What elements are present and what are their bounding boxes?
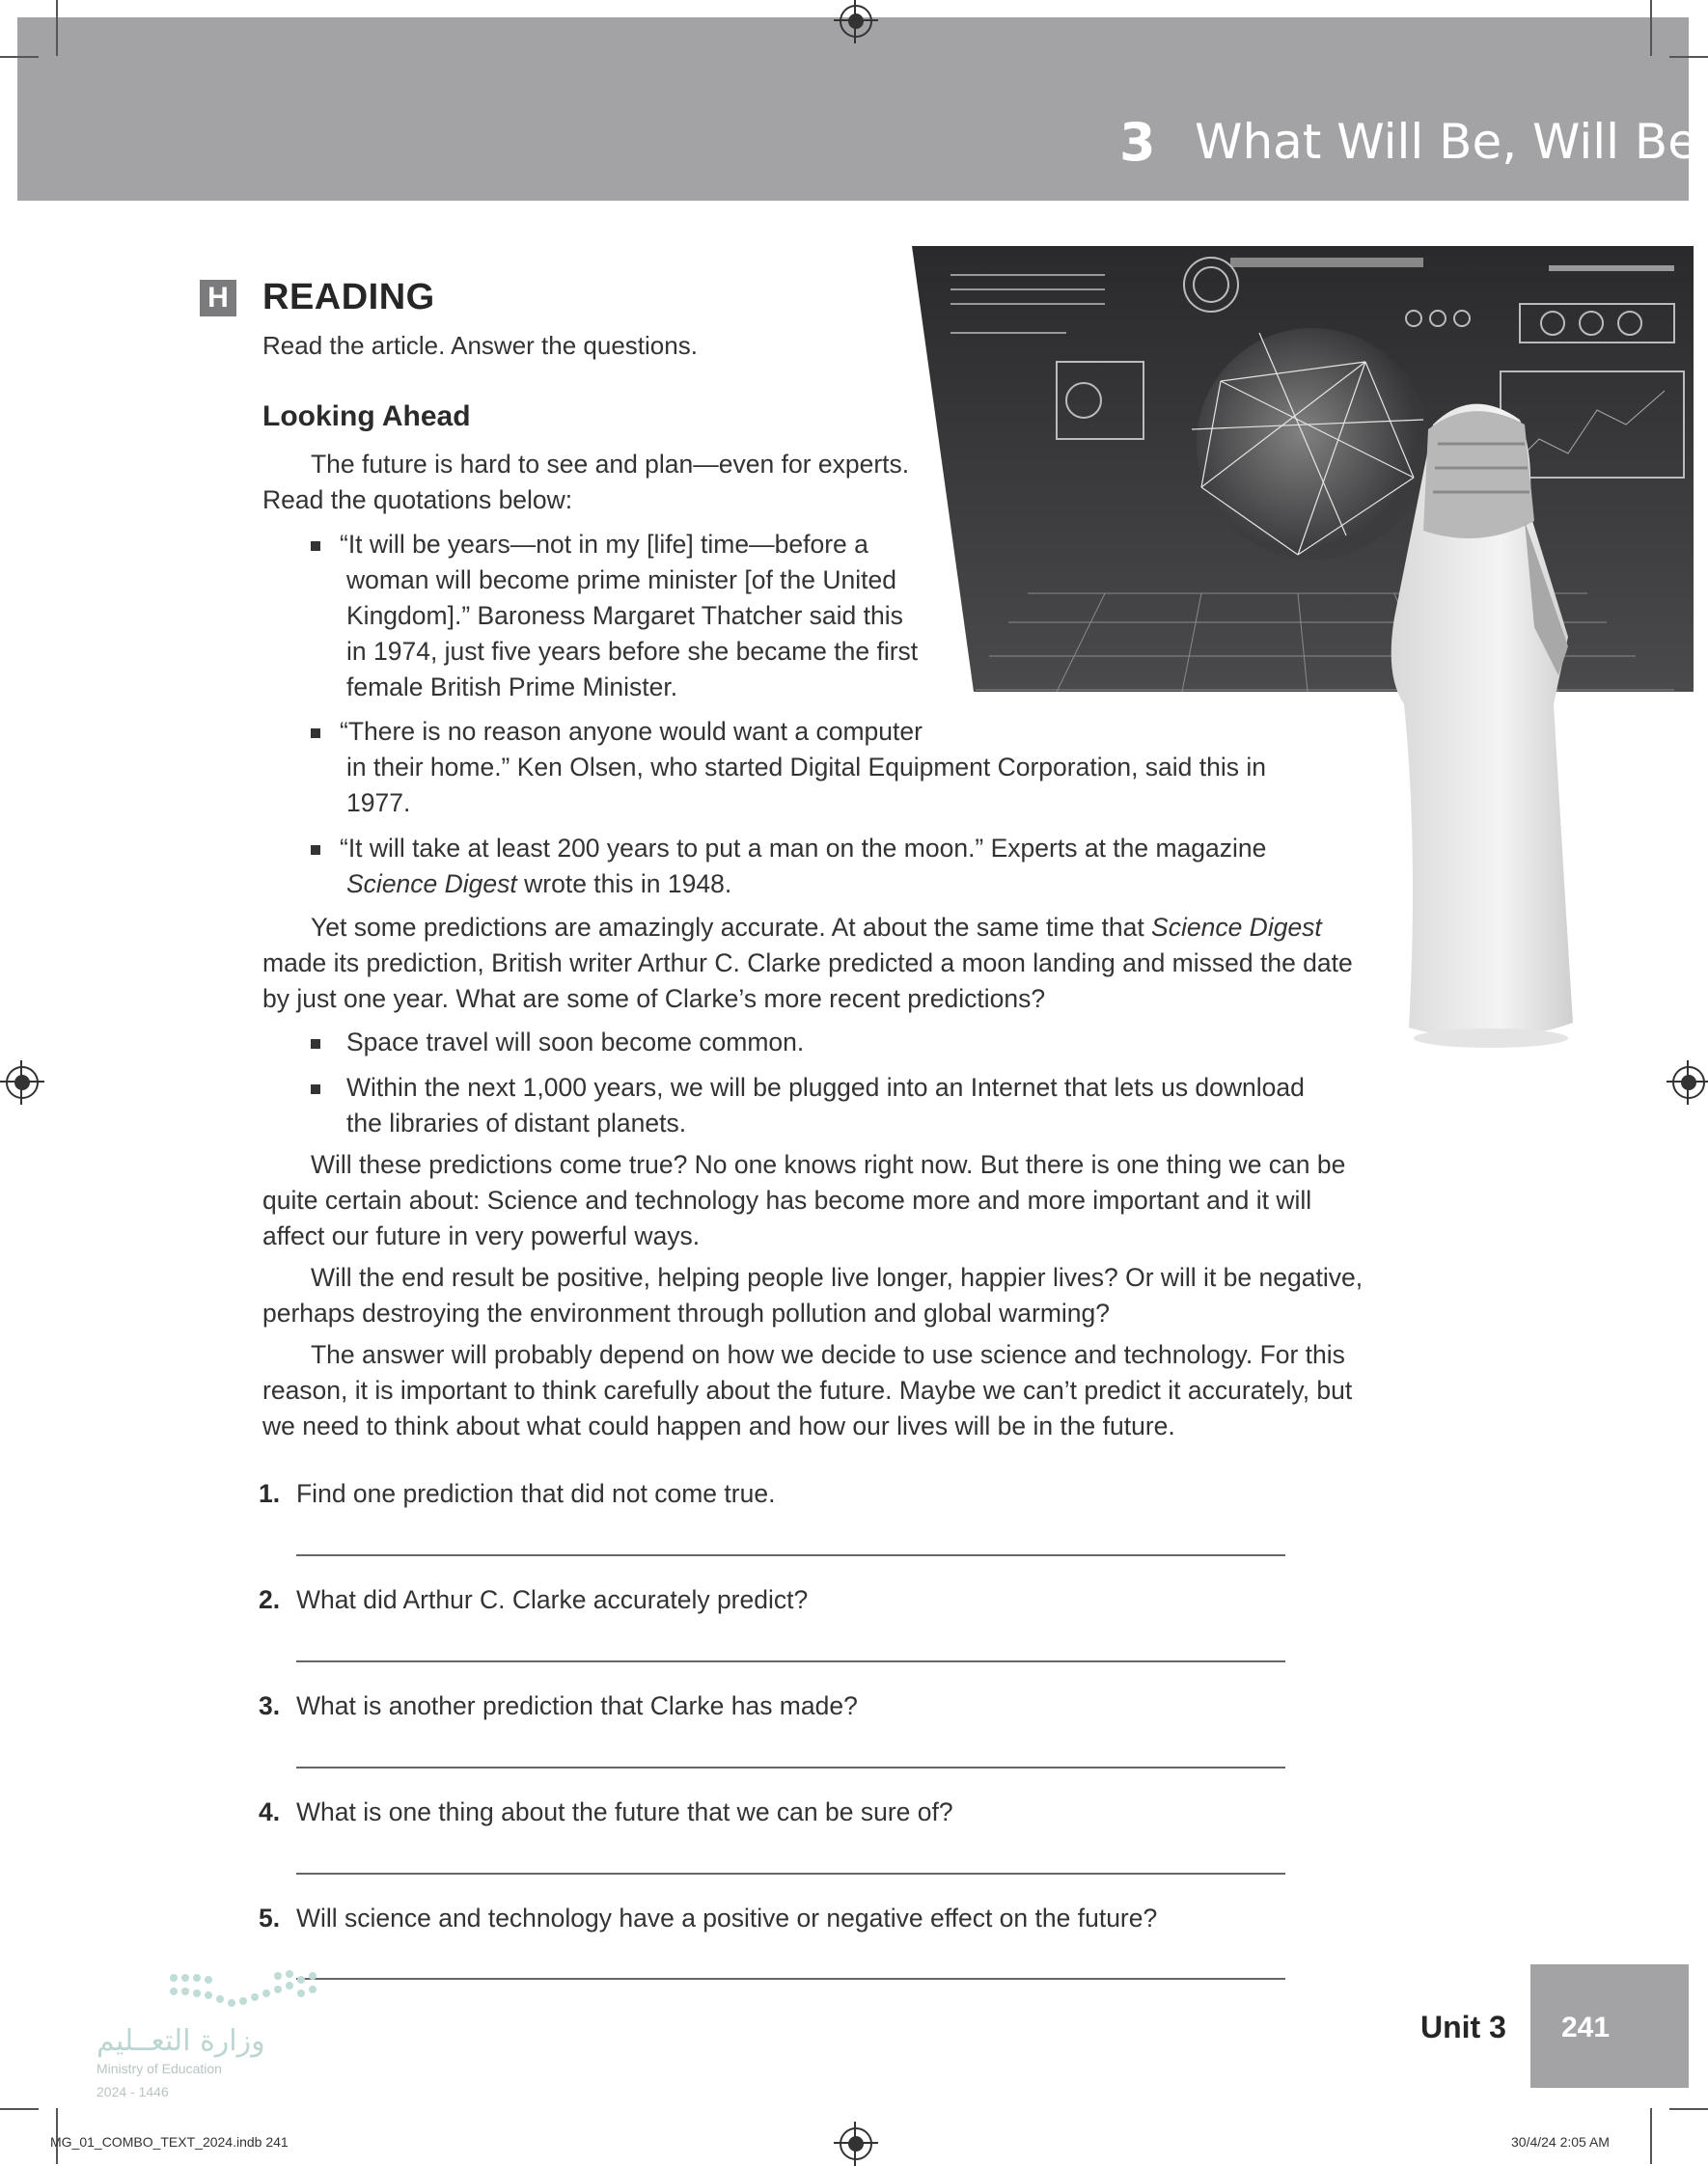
question-number: 5. bbox=[259, 1904, 281, 1933]
question-number: 2. bbox=[259, 1585, 281, 1614]
crop-mark bbox=[1669, 2108, 1708, 2110]
question-text: Will science and technology have a positive or negative effect on the future? bbox=[296, 1904, 1158, 1933]
answer-line[interactable] bbox=[296, 1554, 1285, 1556]
quote-line: “It will take at least 200 years to put a man on the moon.” Experts at the magazine bbox=[340, 834, 1267, 863]
crop-mark bbox=[56, 0, 58, 56]
quote-line: in 1974, just five years before she became the first bbox=[346, 637, 919, 666]
registration-mark-icon bbox=[840, 2127, 872, 2160]
paragraph-line: affect our future in very powerful ways. bbox=[262, 1221, 701, 1250]
quote-line: 1977. bbox=[346, 788, 411, 817]
unit-number: 3 bbox=[1119, 112, 1156, 173]
crop-mark bbox=[1669, 56, 1708, 58]
quote-line: Kingdom].” Baroness Margaret Thatcher said this bbox=[346, 601, 903, 630]
registration-mark-icon bbox=[1672, 1066, 1705, 1099]
paragraph-line: made its prediction, British writer Arthur C. Clarke predicted a moon landing and missed the date bbox=[262, 948, 1353, 977]
prediction-line: the libraries of distant planets. bbox=[346, 1109, 687, 1138]
quote-line: “There is no reason anyone would want a computer bbox=[340, 717, 923, 746]
question-text: What is another prediction that Clarke has made? bbox=[296, 1691, 858, 1720]
file-slug: MG_01_COMBO_TEXT_2024.indb 241 bbox=[50, 2134, 289, 2150]
bullet-icon bbox=[311, 541, 320, 551]
paragraph-line: by just one year. What are some of Clarke’s more recent predictions? bbox=[262, 984, 1046, 1013]
paragraph-line: reason, it is important to think carefully about the future. Maybe we can’t predict it accurately, but bbox=[262, 1376, 1353, 1405]
unit-label: Unit 3 bbox=[1420, 2010, 1506, 2044]
question-number: 1. bbox=[259, 1479, 281, 1508]
question-text: What did Arthur C. Clarke accurately predict? bbox=[296, 1585, 809, 1614]
ministry-year: 2024 - 1446 bbox=[96, 2084, 169, 2099]
bullet-icon bbox=[311, 728, 320, 738]
magazine-name: Science Digest bbox=[346, 869, 517, 898]
answer-line[interactable] bbox=[296, 1873, 1285, 1875]
answer-line[interactable] bbox=[296, 1767, 1285, 1768]
registration-mark-icon bbox=[6, 1066, 39, 1099]
prediction-line: Space travel will soon become common. bbox=[346, 1028, 805, 1056]
ministry-arabic-name: وزارة التعــليم bbox=[96, 2024, 265, 2058]
question-text: Find one prediction that did not come true. bbox=[296, 1479, 776, 1508]
intro-line: The future is hard to see and plan—even for experts. bbox=[311, 450, 910, 479]
header-band bbox=[17, 17, 1689, 201]
quote-line: in their home.” Ken Olsen, who started Digital Equipment Corporation, said this in bbox=[346, 753, 1267, 781]
bullet-icon bbox=[311, 1039, 320, 1049]
answer-line[interactable] bbox=[296, 1978, 1285, 1980]
quote-line: woman will become prime minister [of the United bbox=[346, 565, 896, 594]
man-in-thobe-image bbox=[1365, 386, 1592, 1052]
paragraph-line: perhaps destroying the environment through pollution and global warming? bbox=[262, 1299, 1111, 1328]
question-number: 3. bbox=[259, 1691, 281, 1720]
crop-mark bbox=[0, 56, 39, 58]
unit-title: What Will Be, Will Be bbox=[1195, 114, 1697, 170]
ministry-english-name: Ministry of Education bbox=[96, 2061, 222, 2076]
bullet-icon bbox=[311, 1084, 320, 1094]
print-timestamp: 30/4/24 2:05 AM bbox=[1511, 2134, 1610, 2150]
ministry-logo-icon bbox=[164, 1968, 318, 2021]
crop-mark bbox=[1650, 2108, 1652, 2164]
paragraph-line: Will these predictions come true? No one knows right now. But there is one thing we can be bbox=[311, 1150, 1346, 1179]
magazine-name: Science Digest bbox=[1151, 913, 1322, 942]
instruction: Read the article. Answer the questions. bbox=[262, 331, 698, 360]
prediction-line: Within the next 1,000 years, we will be plugged into an Internet that lets us download bbox=[346, 1073, 1305, 1102]
paragraph-line: quite certain about: Science and technology has become more and more important and it will bbox=[262, 1186, 1312, 1215]
article-title: Looking Ahead bbox=[262, 400, 471, 432]
bullet-icon bbox=[311, 845, 320, 855]
question-text: What is one thing about the future that we can be sure of? bbox=[296, 1797, 953, 1826]
intro-line: Read the quotations below: bbox=[262, 485, 573, 514]
question-number: 4. bbox=[259, 1797, 281, 1826]
crop-mark bbox=[0, 2108, 39, 2110]
paragraph-line: Yet some predictions are amazingly accurate. At about the same time that Science Digest bbox=[311, 913, 1322, 942]
paragraph-line: we need to think about what could happen and how our lives will be in the future. bbox=[262, 1412, 1175, 1440]
quote-line: female British Prime Minister. bbox=[346, 672, 678, 701]
quote-line: Science Digest wrote this in 1948. bbox=[346, 869, 732, 898]
page-number: 241 bbox=[1560, 2012, 1611, 2043]
paragraph-line: The answer will probably depend on how we decide to use science and technology. For this bbox=[311, 1340, 1345, 1369]
crop-mark bbox=[1650, 0, 1652, 56]
registration-mark-icon bbox=[840, 5, 872, 38]
quote-line: “It will be years—not in my [life] time—before a bbox=[340, 530, 868, 559]
section-title: READING bbox=[262, 277, 435, 317]
answer-line[interactable] bbox=[296, 1660, 1285, 1662]
paragraph-line: Will the end result be positive, helping people live longer, happier lives? Or will it be negative, bbox=[311, 1263, 1364, 1292]
section-badge: H bbox=[200, 280, 236, 316]
